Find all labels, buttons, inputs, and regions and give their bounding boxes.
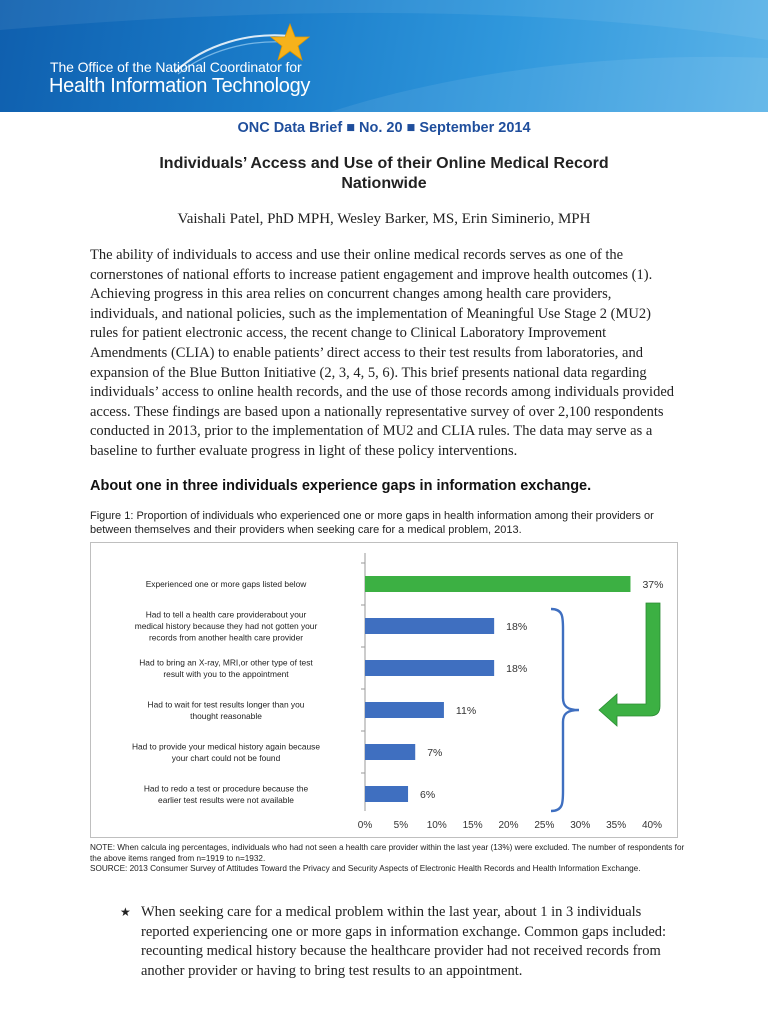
brief-series-line: ONC Data Brief ■ No. 20 ■ September 2014 (237, 120, 531, 136)
org-name-line1: The Office of the National Coordinator for (50, 59, 302, 75)
figure-notes (90, 843, 690, 875)
green-arrow-icon (599, 603, 660, 726)
category-label-3: Had to bring an X-ray, MRI,or other type of test result with you to the appointment (139, 657, 313, 679)
x-tick-label-7: 30% (570, 820, 591, 831)
category-label-1: Experienced one or more gaps listed below (145, 579, 307, 589)
bar-value-label-6: 6% (420, 789, 436, 801)
star-bullet-icon: ★ (120, 905, 131, 919)
x-tick-label-6: 25% (534, 820, 555, 831)
x-tick-label-3: 10% (426, 820, 447, 831)
category-label-6: Had to redo a test or procedure because the earlier test results were not available (143, 783, 309, 805)
star-logo-icon (270, 22, 310, 62)
key-finding-bullet (120, 903, 680, 981)
bar-value-label-3: 18% (506, 663, 528, 675)
x-tick-label-1: 0% (357, 820, 373, 831)
bar-value-label-2: 18% (506, 621, 528, 633)
section-heading: About one in three individuals experience gaps in information exchange. (90, 478, 592, 494)
bar-value-label-4: 11% (455, 705, 477, 717)
bar-3 (365, 660, 494, 676)
bar-6 (365, 786, 408, 802)
figure-caption: Figure 1: Proportion of individuals who experienced one or more gaps in health information among their providers or between themselves and their providers when seeking care for a medical problem, 2013. (90, 510, 654, 536)
x-tick-label-9: 40% (641, 820, 663, 831)
header-banner (0, 0, 768, 112)
x-tick-label-2: 5% (393, 820, 409, 831)
bar-5 (365, 744, 415, 760)
intro-paragraph: The ability of individuals to access and use their online medical records serves as one of the cornerstones of national efforts to increase patient engagement and improve health outcomes (1). Achieving progress in this area relies on concurrent changes among health care providers, individuals, and national policies, such as the implementation of Meaningful Use Stage 2 (MU2) rules for patient electronic access, the recent change to Clinical Laboratory Improvement Amendments (CLIA) to enable patients’ direct access to their test results from laboratories, and expansion of the Blue Button Initiative (2, 3, 4, 5, 6). This brief presents national data regarding individuals’ access to online health records, and the use of those records among individuals provided access. These findings are based upon a nationally representative survey of over 2,100 respondents conducted in 2013, prior to the implementation of MU2 and CLIA rules. The data may serve as a baseline to further evaluate progress in light of these policy interventions. (90, 247, 675, 459)
org-name-line2: Health Information Technology (49, 75, 311, 97)
bar-1 (365, 576, 630, 592)
document-title: Individuals’ Access and Use of their Online Medical Record Nationwide (159, 155, 609, 192)
bar-4 (365, 702, 444, 718)
category-label-2: Had to tell a health care providerabout your medical history because they had not gotten your records from another health care provider (134, 609, 318, 643)
category-label-4: Had to wait for test results longer than you thought reasonable (147, 699, 305, 721)
x-tick-label-5: 20% (498, 820, 519, 831)
grouping-brace (551, 609, 579, 811)
authors: Vaishali Patel, PhD MPH, Wesley Barker, MS, Erin Siminerio, MPH (177, 211, 591, 227)
bar-value-label-5: 7% (427, 747, 443, 759)
figure-1-chart (90, 542, 678, 838)
source-text: SOURCE: 2013 Consumer Survey of Attitudes Toward the Privacy and Security Aspects of Electronic Health Records and Health Information Exchange. (90, 864, 641, 874)
bar-2 (365, 618, 494, 634)
chart-svg (91, 543, 679, 839)
note-text: NOTE: When calcula ing percentages, individuals who had not seen a health care provider within the last year (13%) were excluded. The number of respondents for the above items ranged from n=1919 to n=1932. (90, 843, 685, 863)
x-tick-label-4: 15% (462, 820, 483, 831)
bullet-text: When seeking care for a medical problem within the last year, about 1 in 3 individuals reported experiencing one or more gaps in information exchange. Common gaps included: recounting medical history because the healthcare provider had not received records from another provider or having to bring test results to an appointment. (141, 904, 667, 979)
category-label-5: Had to provide your medical history again because your chart could not be found (131, 741, 321, 763)
x-tick-label-8: 35% (606, 820, 627, 831)
bar-value-label-1: 37% (642, 579, 664, 591)
